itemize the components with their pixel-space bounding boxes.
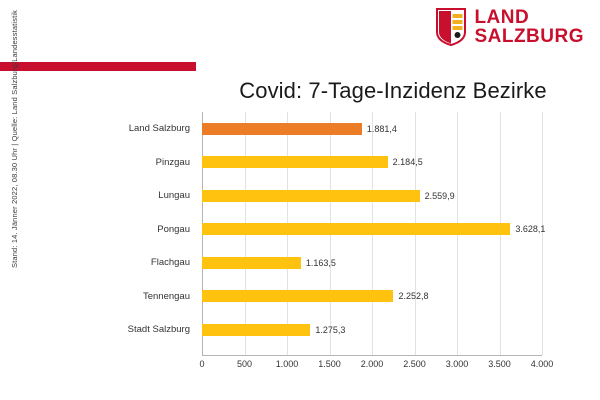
logo-line-1: LAND bbox=[474, 7, 530, 28]
value-axis bbox=[199, 355, 554, 375]
bar-value-label: 2.252,8 bbox=[398, 291, 429, 302]
axis-tick-label: 3.500 bbox=[488, 359, 511, 369]
bar-0 bbox=[202, 123, 362, 135]
axis-tick-label: 2.000 bbox=[360, 359, 384, 369]
axis-tick-label: 500 bbox=[236, 359, 253, 369]
axis-tick-label: 3.000 bbox=[445, 359, 469, 369]
bar-value-label: 1.881,4 bbox=[366, 123, 397, 134]
red-accent-bar bbox=[0, 62, 196, 71]
category-label: Tennengau bbox=[142, 290, 190, 302]
axis-tick-label: 1.000 bbox=[275, 359, 299, 369]
chart-plot-area bbox=[0, 112, 600, 392]
category-label: Stadt Salzburg bbox=[127, 324, 190, 336]
table-row bbox=[202, 213, 600, 247]
list-item bbox=[0, 213, 200, 247]
logo-line-2: SALZBURG bbox=[474, 26, 584, 48]
table-row bbox=[202, 246, 600, 280]
category-label: Lungau bbox=[158, 190, 190, 202]
salzburg-coat-of-arms-icon bbox=[436, 8, 466, 46]
axis-tick-label: 1.500 bbox=[318, 359, 341, 369]
list-item bbox=[0, 313, 200, 347]
bar-value-label: 2.559,9 bbox=[424, 190, 455, 201]
bar-value-label: 2.184,5 bbox=[392, 157, 423, 168]
list-item bbox=[0, 146, 200, 180]
category-label: Flachgau bbox=[150, 257, 190, 269]
table-row bbox=[202, 179, 600, 213]
table-row bbox=[202, 313, 600, 347]
source-note: Stand: 14. Jänner 2022, 08.30 Uhr | Quelle: Land Salzburg/Landesstatistik bbox=[10, 9, 19, 268]
page-title: Covid: 7-Tage-Inzidenz Bezirke bbox=[239, 78, 547, 103]
land-salzburg-logo bbox=[436, 8, 584, 47]
bar-5 bbox=[202, 290, 393, 302]
bar-6 bbox=[202, 324, 310, 336]
list-item bbox=[0, 280, 200, 314]
category-axis bbox=[0, 112, 200, 347]
bar-1 bbox=[202, 156, 388, 168]
category-label: Pongau bbox=[157, 223, 190, 235]
category-label: Pinzgau bbox=[155, 156, 190, 168]
bar-2 bbox=[202, 190, 420, 202]
bar-value-label: 3.628,1 bbox=[515, 224, 546, 235]
logo-wordmark bbox=[474, 8, 584, 47]
category-label: Land Salzburg bbox=[128, 123, 190, 135]
axis-tick-label: 2.500 bbox=[403, 359, 426, 369]
bar-value-label: 1.163,5 bbox=[305, 257, 336, 268]
bar-value-label: 1.275,3 bbox=[315, 324, 346, 335]
bar-4 bbox=[202, 257, 301, 269]
axis-tick-label: 4.000 bbox=[530, 359, 554, 369]
table-row bbox=[202, 146, 600, 180]
list-item bbox=[0, 246, 200, 280]
table-row bbox=[202, 280, 600, 314]
bar-3 bbox=[202, 223, 510, 235]
axis-tick-label: 0 bbox=[199, 359, 205, 369]
list-item bbox=[0, 112, 200, 146]
table-row bbox=[202, 112, 600, 146]
list-item bbox=[0, 179, 200, 213]
bar-series bbox=[202, 112, 600, 355]
